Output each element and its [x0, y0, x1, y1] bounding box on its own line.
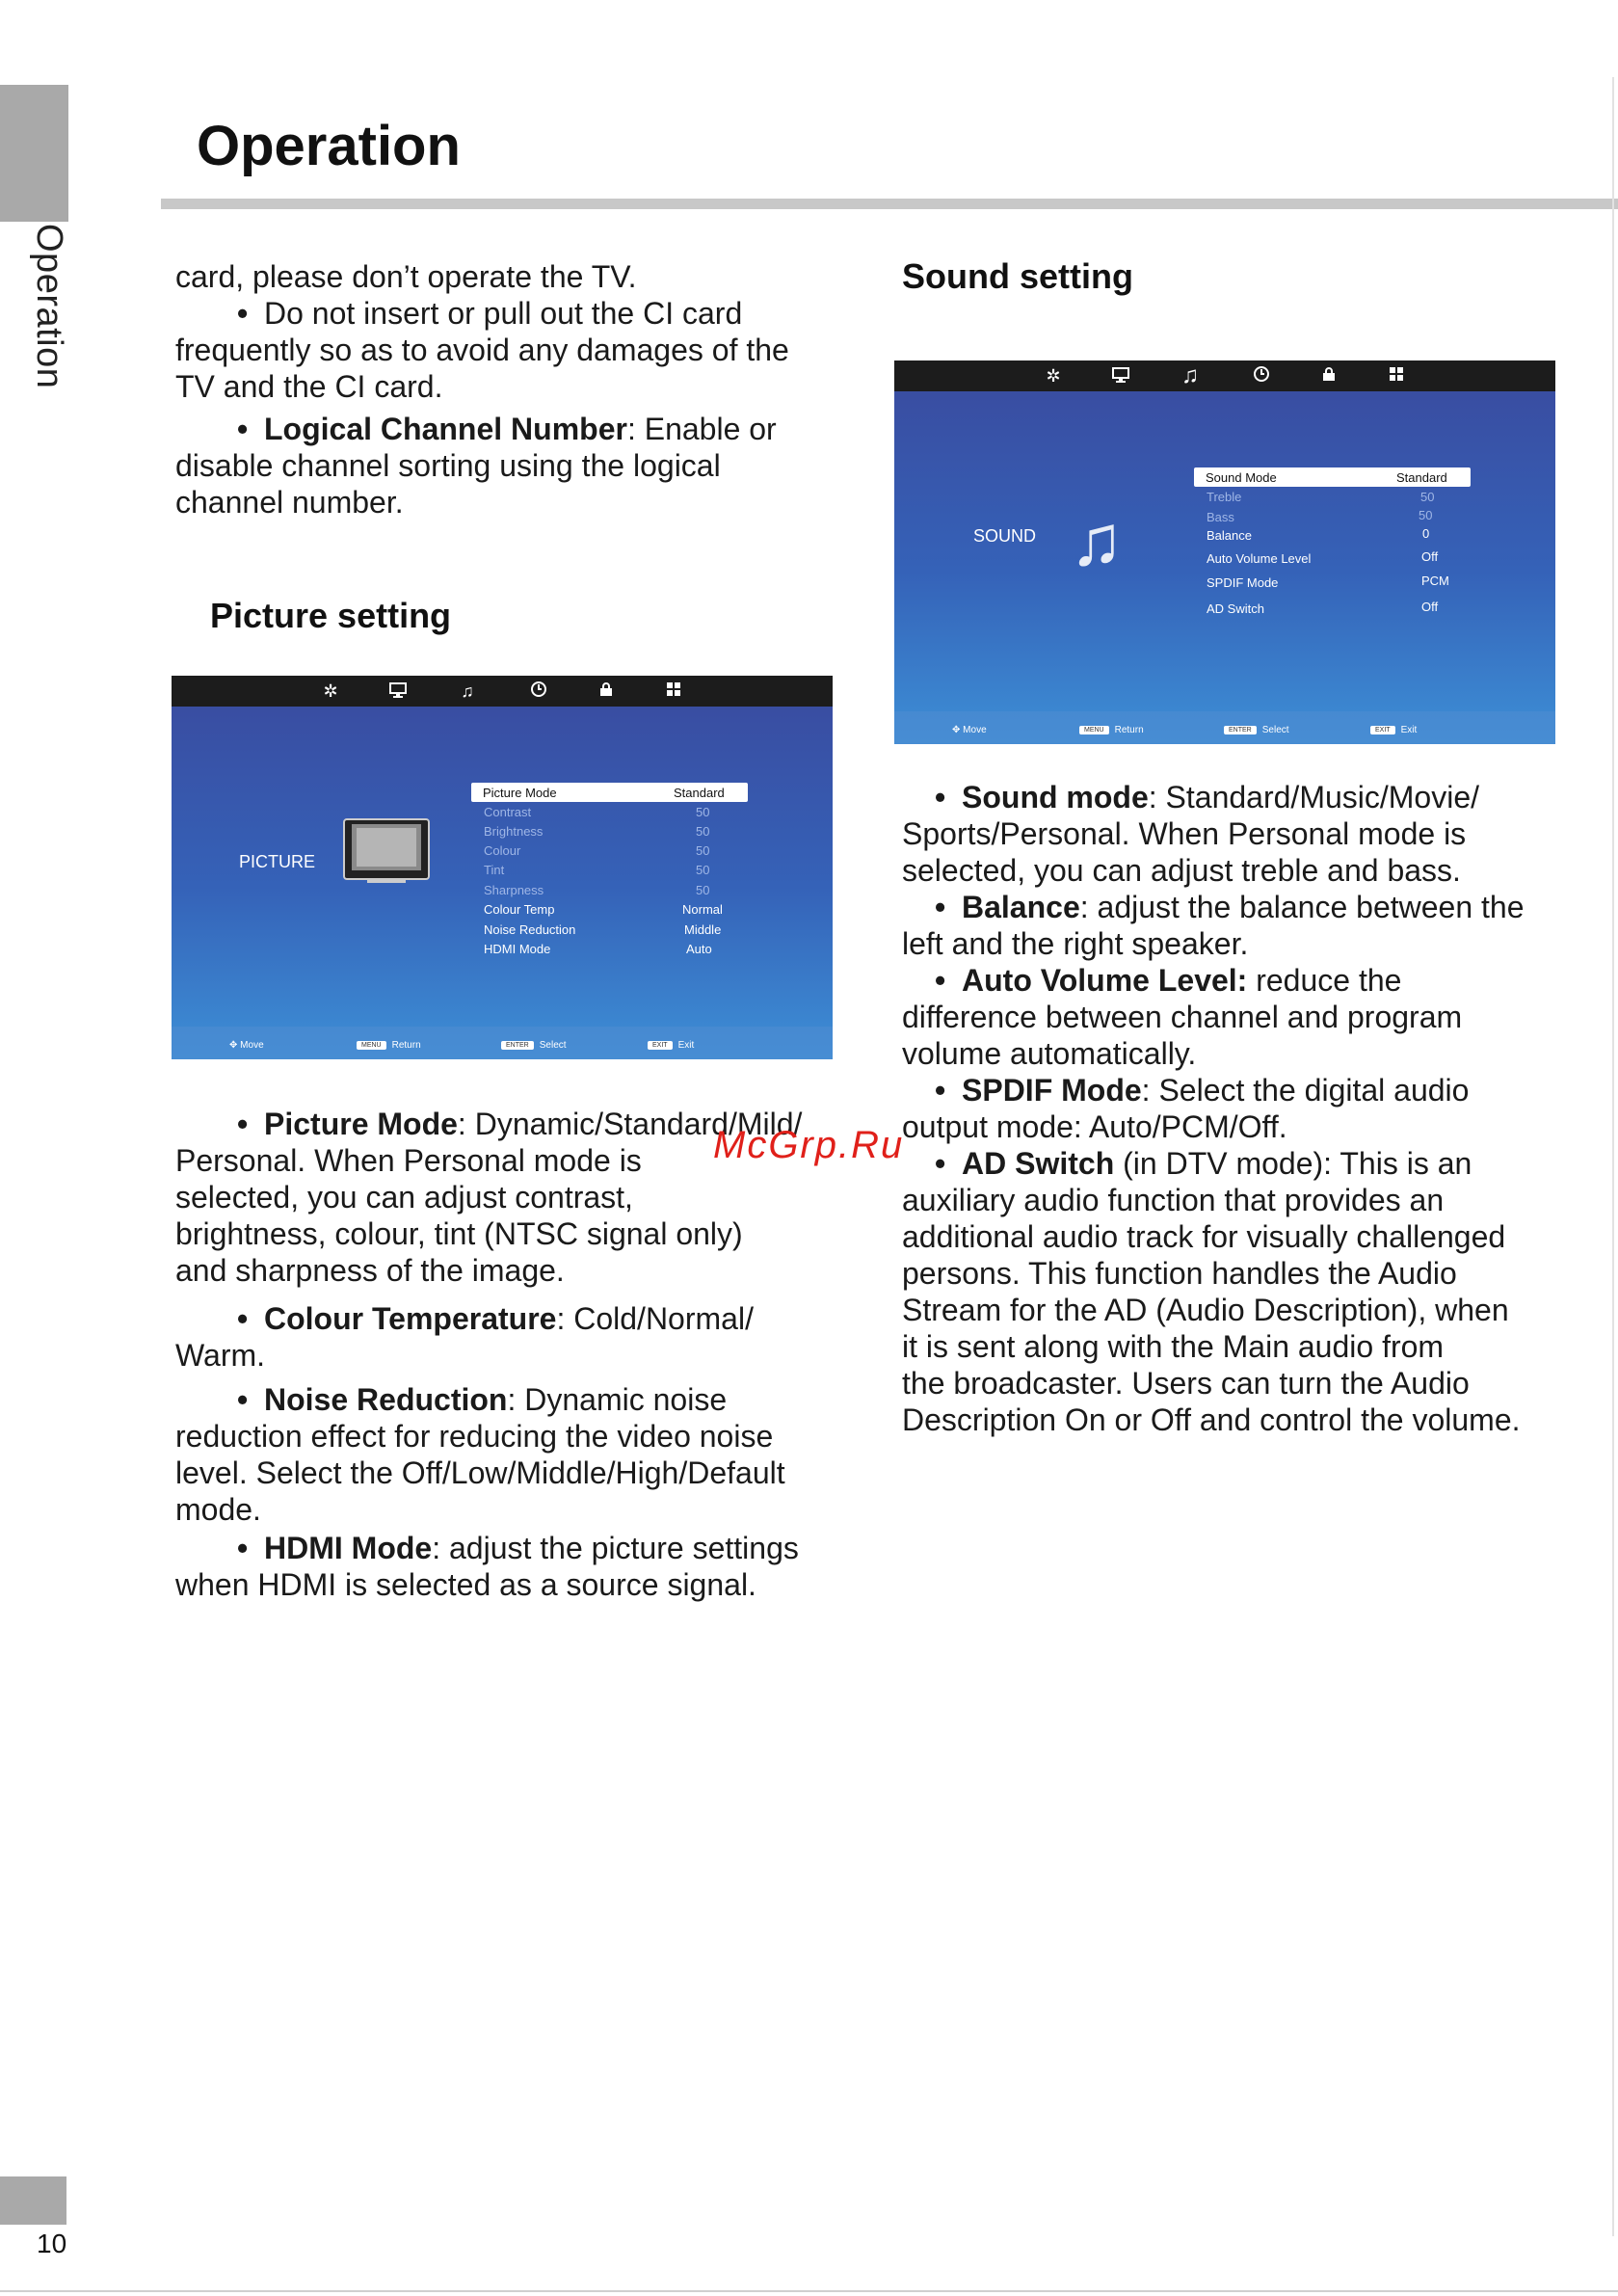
picture-setting-heading: Picture setting [210, 596, 452, 635]
large-music-note-icon: ♫ [1070, 500, 1124, 580]
bullet-icon: • [935, 1146, 946, 1181]
hdmi-mode-bullet: • HDMI Mode: adjust the picture settings when HDMI is selected as a source signal. [175, 1531, 799, 1602]
menu-item-tint[interactable]: Tint [484, 863, 505, 877]
menu-value: Off [1421, 549, 1439, 564]
page-number: 10 [37, 2229, 67, 2258]
bullet-icon: • [237, 412, 249, 446]
menu-item-auto-volume-level[interactable]: Auto Volume Level [1207, 551, 1312, 566]
return-hint: MENU Return [1079, 725, 1144, 735]
monitor-icon [1110, 365, 1131, 387]
sound-screen-label: SOUND [973, 526, 1037, 546]
menu-value: Middle [684, 922, 722, 937]
left-intro-text [175, 258, 811, 521]
noise-reduction-bullet: • Noise Reduction: Dynamic noise reduction effect for reducing the video noise level. Select the Off/Low/Middle/High/Default mode. [175, 1382, 785, 1527]
page-edge [1612, 77, 1614, 2236]
picture-menu-screen [172, 676, 833, 1059]
sound-mode-bullet: • Sound mode: Standard/Music/Movie/ Sports/Personal. When Personal mode is selected, you can adjust treble and bass. [902, 780, 1480, 888]
menu-item-balance[interactable]: Balance [1207, 528, 1252, 543]
spdif-mode-bullet: • SPDIF Mode: Select the digital audio output mode: Auto/PCM/Off. [902, 1073, 1470, 1144]
menu-value: 50 [1420, 490, 1435, 504]
auto-volume-level-bullet: • Auto Volume Level: reduce the difference between channel and program volume automatically. [902, 963, 1463, 1071]
intro-line: card, please don’t operate the TV. [175, 259, 637, 294]
menu-item-brightness[interactable]: Brightness [484, 824, 544, 839]
tv-set-icon [343, 818, 430, 889]
menu-item-sharpness[interactable]: Sharpness [484, 883, 544, 897]
gear-icon: ✲ [323, 681, 338, 701]
picture-descriptions [175, 1106, 811, 1603]
grid-icon [1386, 365, 1407, 387]
bottom-rule [0, 2290, 1618, 2292]
menu-hint-bar [894, 711, 1555, 744]
bullet-icon: • [935, 1073, 946, 1108]
menu-value: Normal [682, 902, 723, 917]
menu-hint-bar [172, 1027, 833, 1059]
lock-icon [596, 681, 617, 702]
move-arrows-icon: ✥ [229, 1040, 238, 1051]
menu-item-colour-temp[interactable]: Colour Temp [484, 902, 555, 917]
sound-descriptions [902, 779, 1567, 1438]
menu-item-bass[interactable]: Bass [1207, 510, 1234, 524]
menu-icon-bar [172, 676, 833, 707]
bullet-icon: • [237, 1107, 249, 1141]
move-hint: ✥ Move [952, 725, 987, 735]
menu-item-noise-reduction[interactable]: Noise Reduction [484, 922, 576, 937]
watermark: McGrp.Ru [713, 1124, 905, 1166]
ad-switch-bullet: • AD Switch (in DTV mode): This is an auxiliary audio function that provides an additional audio track for visually challenged persons. This function handles the Audio Stream for the AD (Audio Description), when it is sent along with the Main audio from the broadcaster. Users can turn the Audio Description On or Off and control the volume. [902, 1146, 1521, 1437]
clock-icon [1251, 365, 1272, 387]
menu-value: 0 [1422, 526, 1430, 541]
music-note-icon: ♫ [1181, 362, 1199, 388]
bullet-icon: • [237, 296, 249, 331]
menu-item-colour[interactable]: Colour [484, 843, 521, 858]
menu-value: Auto [686, 942, 712, 956]
menu-item-hdmi-mode[interactable]: HDMI Mode [484, 942, 551, 956]
move-arrows-icon: ✥ [952, 725, 961, 735]
menu-item-spdif-mode[interactable]: SPDIF Mode [1207, 575, 1279, 590]
picture-screen-label: PICTURE [239, 852, 316, 871]
return-hint: MENU Return [357, 1040, 421, 1051]
menu-value: 50 [1419, 508, 1433, 522]
side-section-label: Operation [29, 224, 69, 389]
ci-card-bullet: • Do not insert or pull out the CI card frequently so as to avoid any damages of the TV and the CI card. [175, 296, 789, 404]
bullet-icon: • [935, 780, 946, 814]
menu-value: PCM [1421, 574, 1449, 588]
picture-mode-bullet: • Picture Mode: Dynamic/Standard/Mild/ Personal. When Personal mode is selected, you can adjust contrast, brightness, colour, tint (NTSC signal only) and sharpness of the image. [175, 1107, 803, 1288]
menu-value: 50 [696, 863, 710, 877]
menu-icon-bar [894, 360, 1555, 391]
menu-selected-row[interactable]: Picture Mode Standard [471, 783, 748, 802]
menu-value: 50 [696, 883, 710, 897]
grid-icon [663, 681, 684, 702]
select-hint: ENTER Select [1224, 725, 1289, 735]
monitor-icon [387, 681, 409, 702]
menu-value: 50 [696, 843, 710, 858]
sound-menu-screen [894, 360, 1555, 744]
music-note-icon: ♫ [461, 681, 474, 701]
menu-value: Off [1421, 600, 1439, 614]
side-tab-block [0, 85, 68, 222]
balance-bullet: • Balance: adjust the balance between the left and the right speaker. [902, 890, 1525, 961]
bullet-icon: • [935, 890, 946, 924]
clock-icon [528, 681, 549, 702]
select-hint: ENTER Select [501, 1040, 567, 1051]
menu-item-treble[interactable]: Treble [1207, 490, 1242, 504]
gear-icon: ✲ [1046, 366, 1061, 386]
title-rule [161, 199, 1618, 209]
page-title: Operation [197, 115, 461, 177]
menu-selected-row[interactable]: Sound Mode Standard [1194, 467, 1471, 487]
bullet-icon: • [237, 1382, 249, 1417]
menu-item-ad-switch[interactable]: AD Switch [1207, 601, 1264, 616]
exit-hint: EXIT Exit [648, 1040, 694, 1051]
bullet-icon: • [237, 1301, 249, 1336]
bullet-icon: • [935, 963, 946, 998]
colour-temperature-bullet: • Colour Temperature: Cold/Normal/ Warm. [175, 1301, 754, 1373]
sound-setting-heading: Sound setting [902, 256, 1133, 296]
lcn-bullet: • Logical Channel Number: Enable or disable channel sorting using the logical channel number. [175, 412, 777, 520]
menu-value: 50 [696, 805, 710, 819]
exit-hint: EXIT Exit [1370, 725, 1417, 735]
page-number-tab [0, 2176, 66, 2225]
move-hint: ✥ Move [229, 1040, 264, 1051]
menu-value: 50 [696, 824, 710, 839]
menu-item-contrast[interactable]: Contrast [484, 805, 532, 819]
bullet-icon: • [237, 1531, 249, 1565]
lock-icon [1318, 365, 1339, 387]
